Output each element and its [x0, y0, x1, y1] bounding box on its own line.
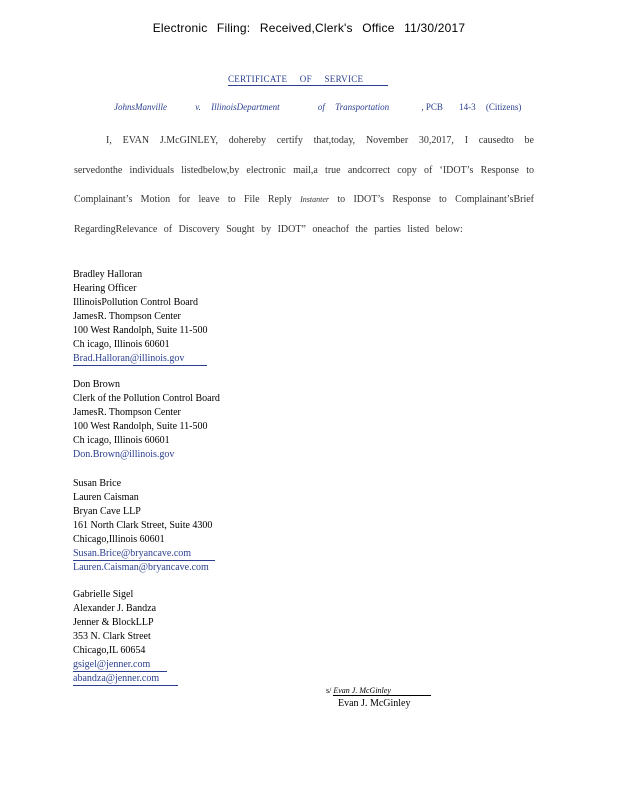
email-link[interactable]: Don.Brown@illinois.gov: [73, 449, 175, 460]
caption-party-a: JohnsManville: [114, 102, 167, 112]
email-link[interactable]: Brad.Halloran@illinois.gov: [73, 353, 207, 366]
signatory-name: Evan J. McGinley: [338, 698, 411, 709]
recipient-block-3: [73, 477, 215, 575]
certification-paragraph: [74, 126, 534, 244]
recipient-line: Clerk of the Pollution Control Board: [73, 393, 220, 404]
caption-pcb: , PCB: [421, 102, 443, 112]
recipient-line: Chicago,Illinois 60601: [73, 534, 165, 545]
case-caption: [114, 102, 522, 112]
recipient-line: Chicago,IL 60654: [73, 645, 146, 656]
recipient-line: IllinoisPollution Control Board: [73, 297, 199, 308]
recipient-line: Bryan Cave LLP: [73, 506, 141, 517]
caption-of: of: [317, 102, 325, 112]
recipient-line: Gabrielle Sigel: [73, 589, 134, 600]
recipient-line: Susan Brice: [73, 478, 122, 489]
recipient-block-1: [73, 268, 207, 366]
recipient-line: 100 West Randolph, Suite 11-500: [73, 325, 208, 336]
certification-instanter: Instanter: [300, 195, 329, 204]
caption-number: 14-3: [459, 102, 476, 112]
caption-party-b: IllinoisDepartment: [211, 102, 280, 112]
signature-prefix: s/: [326, 686, 332, 695]
certificate-title: CERTIFICATE OF SERVICE: [228, 74, 388, 86]
email-link[interactable]: gsigel@jenner.com: [73, 659, 167, 672]
caption-citizens: (Citizens): [485, 102, 522, 112]
recipient-line: JamesR. Thompson Center: [73, 407, 181, 418]
recipient-line: 353 N. Clark Street: [73, 631, 151, 642]
recipient-line: Alexander J. Bandza: [73, 603, 157, 614]
certification-text-part2: to IDOT’s Response to Complainant’sBrief RegardingRelevance of Discovery Sought by IDOT” oneachof the parties listed below:: [74, 194, 534, 235]
recipient-line: JamesR. Thompson Center: [73, 311, 181, 322]
recipient-block-2: [73, 378, 220, 462]
recipient-line: Bradley Halloran: [73, 269, 143, 280]
recipient-line: Lauren Caisman: [73, 492, 139, 503]
caption-transportation: Transportation: [335, 102, 390, 112]
recipient-line: 161 North Clark Street, Suite 4300: [73, 520, 213, 531]
caption-versus: v.: [195, 102, 201, 112]
recipient-line: 100 West Randolph, Suite 11-500: [73, 421, 208, 432]
signature-electronic: Evan J. McGinley: [333, 686, 431, 696]
email-link[interactable]: abandza@jenner.com: [73, 673, 178, 686]
email-link[interactable]: Susan.Brice@bryancave.com: [73, 548, 215, 561]
recipient-block-4: [73, 588, 178, 686]
recipient-line: Jenner & BlockLLP: [73, 617, 154, 628]
electronic-signature: [326, 686, 431, 696]
recipient-line: Don Brown: [73, 379, 120, 390]
recipient-line: Ch icago, Illinois 60601: [73, 435, 170, 446]
certification-text-part1: I, EVAN J.McGINLEY, dohereby certify that,today, November 30,2017, I causedto be servedonthe individuals listedbelow,by electronic mail,a true andcorrect copy of ‘IDOT’s Response to Complainant’s Motion for leave to File Reply: [74, 135, 534, 205]
recipient-line: Hearing Officer: [73, 283, 137, 294]
email-link[interactable]: Lauren.Caisman@bryancave.com: [73, 562, 209, 573]
recipient-line: Ch icago, Illinois 60601: [73, 339, 170, 350]
electronic-filing-header: Electronic Filing: Received,Clerk's Office 11/30/2017: [152, 21, 466, 35]
